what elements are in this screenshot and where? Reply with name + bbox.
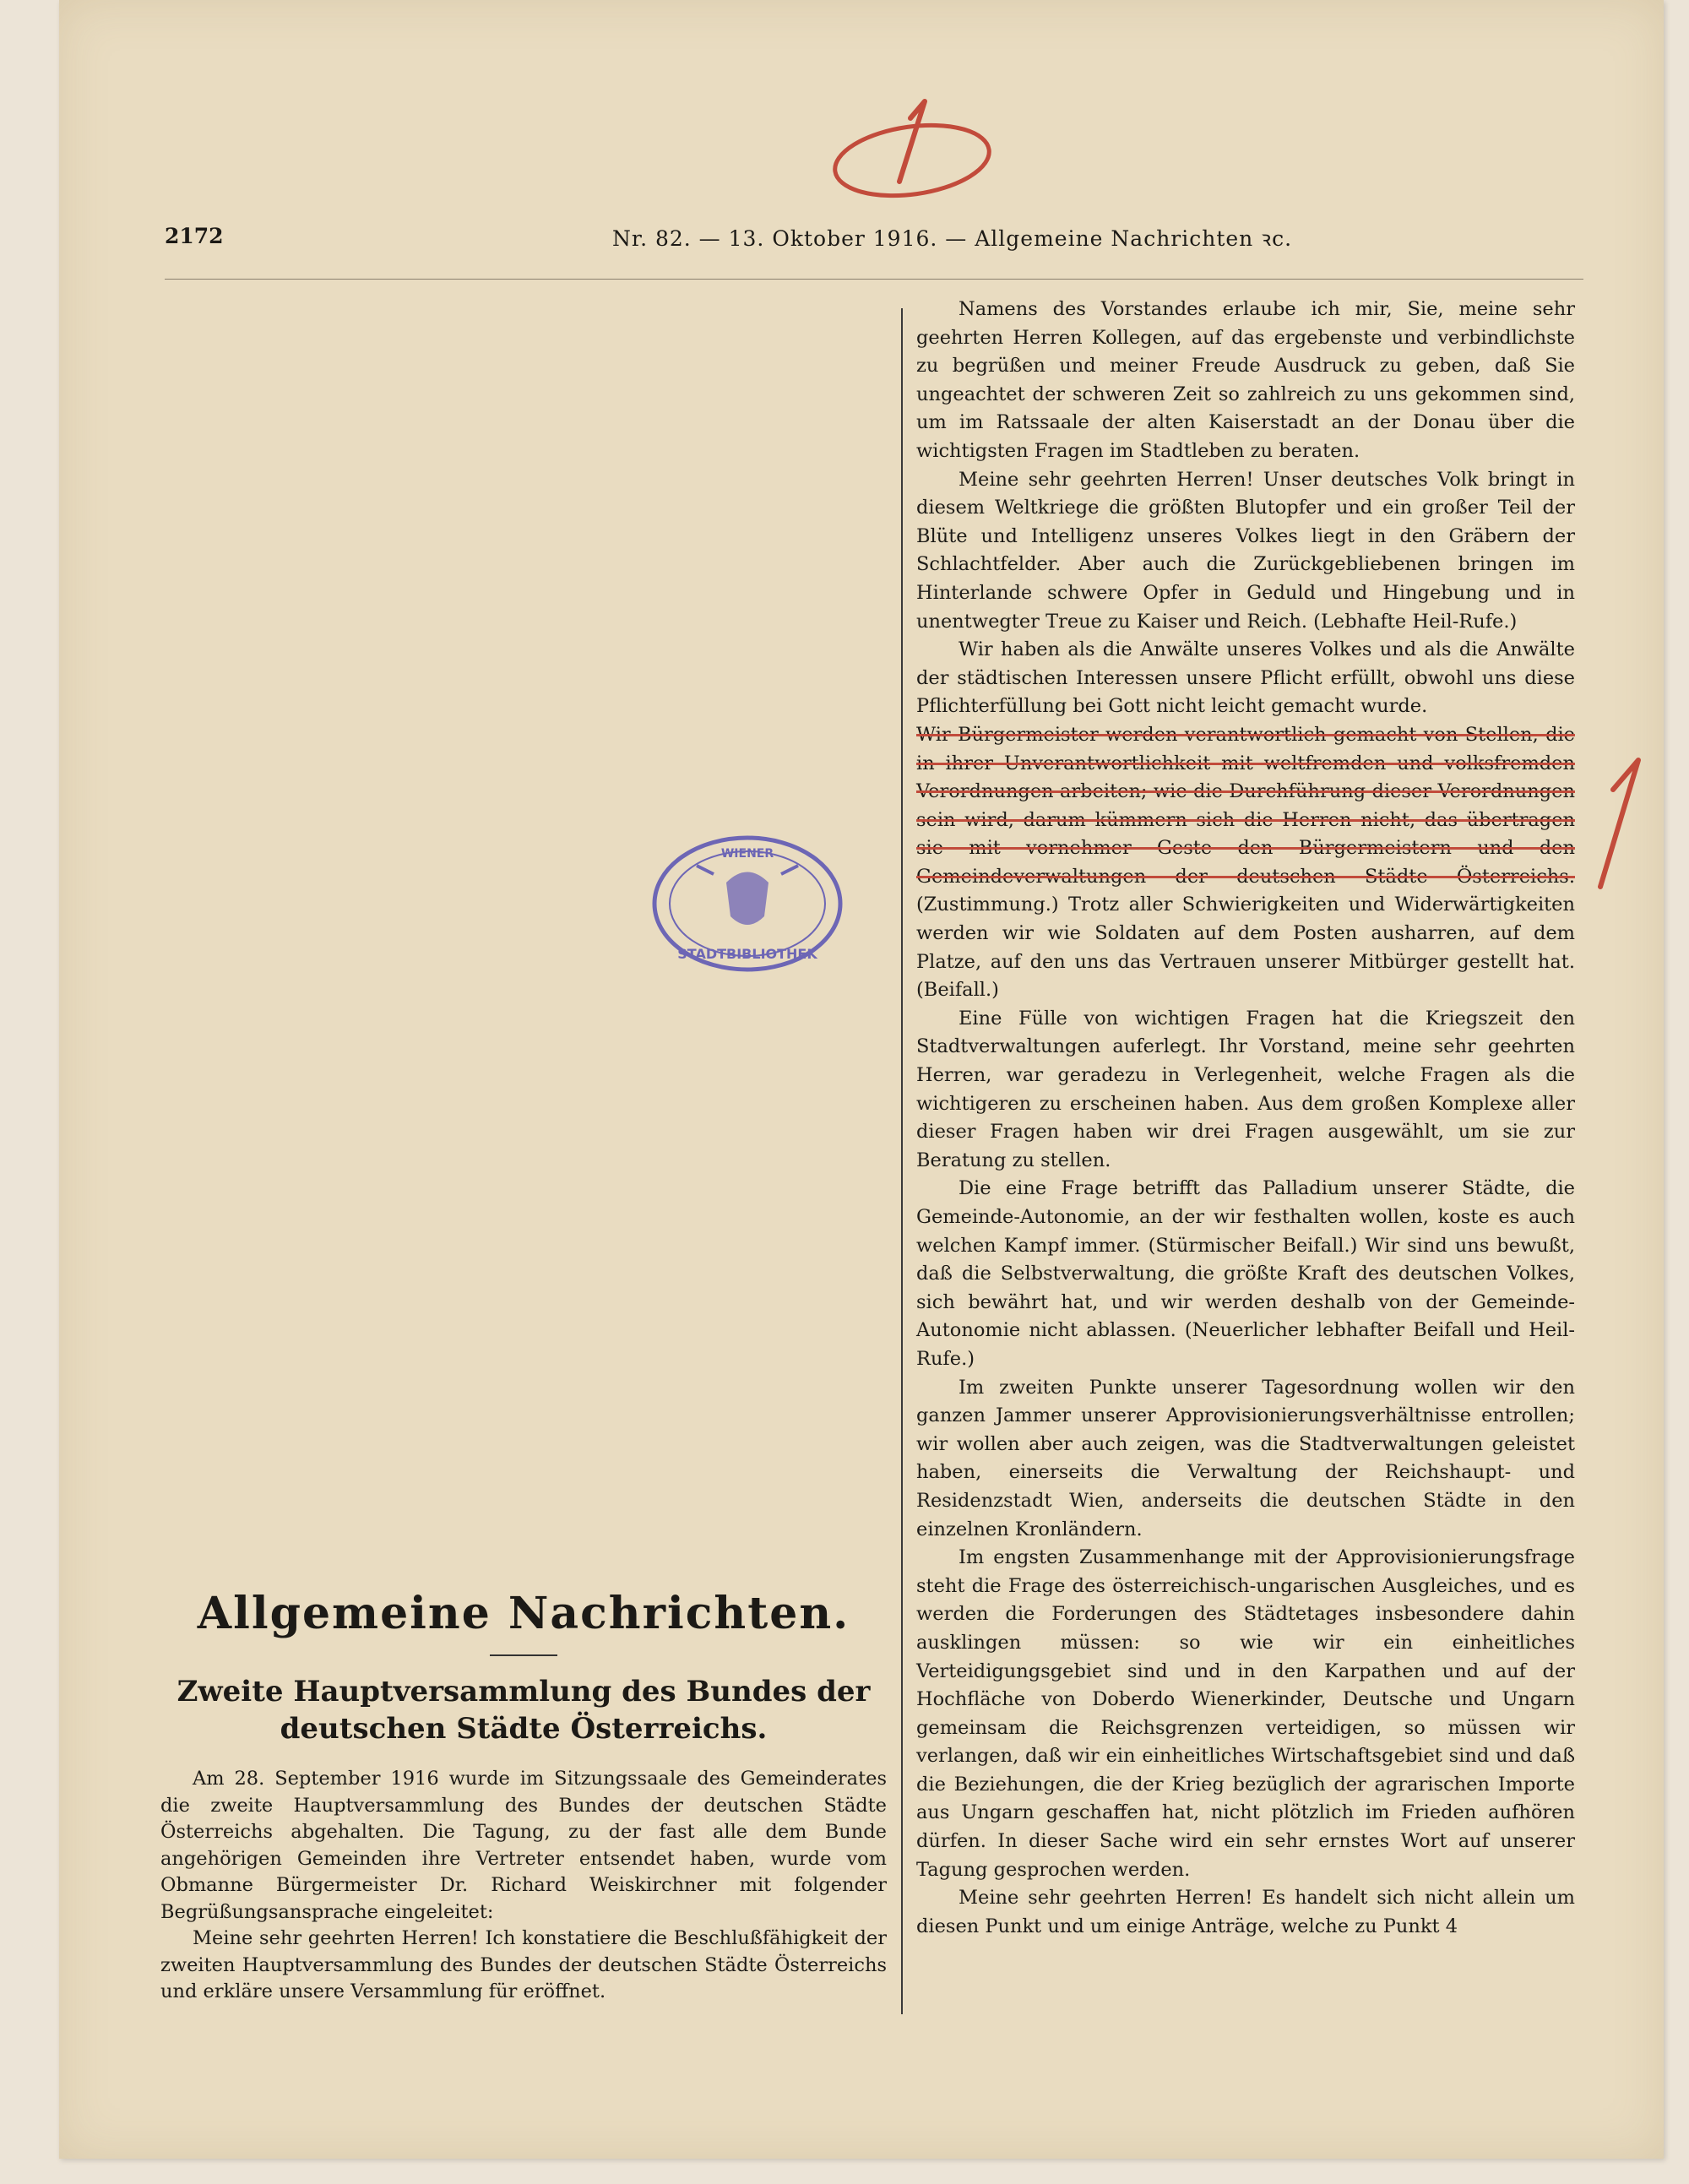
opening-statement: Meine sehr geehrten Herren! Ich konstatiere die Beschlußfähigkeit der zweiten Hauptversammlung des Bundes der deutschen Städte Österreichs und erkläre unsere Versammlung für eröffnet. bbox=[160, 1927, 887, 2002]
speech-paragraph-6: Die eine Frage betrifft das Palladium unserer Städte, die Gemeinde-Autonomie, an der wir festhalten wollen, koste es auch welchen Kampf immer. (Stürmischer Beifall.) Wir sind uns bewußt, daß die Selbstverwaltung, die größte Kraft des deutschen Volkes, sich bewährt hat, und wir werden deshalb von der Gemeinde-Autonomie nicht ablassen. (Neuerlicher lebhafter Beifall und Heil-Rufe.) bbox=[916, 1177, 1575, 1370]
page-number: 2172 bbox=[165, 224, 224, 248]
struck-passage-continuation: (Zustimmung.) Trotz aller Schwierigkeiten und Widerwärtigkeiten werden wir wie Soldaten auf dem Posten ausharren, auf dem Platze, auf den uns das Vertrauen unserer Mitbürger gestellt hat. (Beifall.) bbox=[916, 894, 1575, 1002]
header-rule bbox=[165, 279, 1583, 280]
speech-paragraph-2: Meine sehr geehrten Herren! Unser deutsches Volk bringt in diesem Weltkriege die größten Blutopfer und ein großer Teil der Blüte und Intelligenz unseres Volkes liegt in den Gräbern der Schlachtfelder. Aber auch die Zurückgebliebenen bringen im Hinterlande schwere Opfer in Geduld und Hingebung und in unentwegter Treue zu Kaiser und Reich. (Lebhafte Heil-Rufe.) bbox=[916, 468, 1575, 633]
intro-paragraph: Am 28. September 1916 wurde im Sitzungssaale des Gemeinderates die zweite Hauptversammlung des Bundes der deutschen Städte Österreichs abgehalten. Die Tagung, zu der fast alle dem Bunde angehörigen Gemeinden ihre Vertreter entsendet haben, wurde vom Obmanne Bürgermeister Dr. Richard Weiskirchner mit folgender Begrüßungsansprache eingeleitet: bbox=[160, 1768, 887, 1923]
svg-text:STADTBIBLIOTHEK: STADTBIBLIOTHEK bbox=[677, 946, 817, 962]
title-rule bbox=[490, 1654, 557, 1656]
right-column bbox=[916, 296, 1575, 1941]
struck-passage: Wir Bürgermeister werden verantwortlich gemacht von Stellen, die in ihrer Unverantwortlichkeit mit weltfremden und volksfremden Verordnungen arbeiten; wie die Durchführung dieser Verordnungen sein wird, darum kümmern sich die Herren nicht, das übertragen sie mit vornehmer Geste den Bürgermeistern und den Gemeindeverwaltungen der deutschen Städte Österreichs. bbox=[916, 723, 1575, 888]
page-header bbox=[165, 224, 1583, 258]
speech-paragraph-5: Eine Fülle von wichtigen Fragen hat die Kriegszeit den Stadtverwaltungen auferlegt. Ihr Vorstand, meine sehr geehrten Herren, war geradezu in Verlegenheit, welche Fragen als die wichtigeren zu erscheinen haben. Aus dem großen Komplexe aller dieser Fragen haben wir drei Fragen ausgewählt, um sie zur Beratung zu stellen. bbox=[916, 1007, 1575, 1171]
speech-paragraph-9: Meine sehr geehrten Herren! Es handelt sich nicht allein um diesen Punkt und um einige Anträge, welche zu Punkt 4 bbox=[916, 1887, 1575, 1937]
running-title: Nr. 82. — 13. Oktober 1916. — Allgemeine Nachrichten ꝛc. bbox=[612, 226, 1293, 251]
speech-paragraph-7: Im zweiten Punkte unserer Tagesordnung wollen wir den ganzen Jammer unserer Approvisionierungsverhältnisse entrollen; wir wollen aber auch zeigen, was die Stadtverwaltungen geleistet haben, einerseits die Verwaltung der Reichshaupt- und Residenzstadt Wien, anderseits die deutschen Städte in den einzelnen Kronländern. bbox=[916, 1376, 1575, 1540]
speech-paragraph-8: Im engsten Zusammenhange mit der Approvisionierungsfrage steht die Frage des österreichisch-ungarischen Ausgleiches, und es werden die Forderungen des Städtetages insbesondere dahin ausklingen müssen: so wie wir ein einheitliches Verteidigungsgebiet sind und in den Karpathen und auf der Hochfläche von Doberdo Wienerkinder, Deutsche und Ungarn gemeinsam die Reichsgrenzen verteidigen, so müssen wir verlangen, daß wir ein einheitliches Wirtschaftsgebiet sind und daß die Beziehungen, die der Krieg bezüglich der agrarischen Importe aus Ungarn geschaffen hat, nicht plötzlich im Frieden aufhören dürfen. In dieser Sache wird ein sehr ernstes Wort auf unserer Tagung gesprochen werden. bbox=[916, 1546, 1575, 1881]
speech-paragraph-3: Wir haben als die Anwälte unseres Volkes und als die Anwälte der städtischen Interessen unsere Pflicht erfüllt, obwohl uns diese Pflichterfüllung bei Gott nicht leicht gemacht wurde. bbox=[916, 638, 1575, 718]
speech-paragraph-1: Namens des Vorstandes erlaube ich mir, Sie, meine sehr geehrten Herren Kollegen, auf das ergebenste und verbindlichste zu begrüßen und meiner Freude Ausdruck zu geben, daß Sie ungeachtet der schweren Zeit so zahlreich zu uns gekommen sind, um im Ratssaale der alten Kaiserstadt an der Donau über die wichtigsten Fragen im Stadtleben zu beraten. bbox=[916, 298, 1575, 462]
section-title: Allgemeine Nachrichten. bbox=[197, 1588, 850, 1639]
svg-text:WIENER: WIENER bbox=[720, 847, 774, 861]
column-divider bbox=[901, 308, 903, 2014]
library-stamp bbox=[646, 832, 849, 975]
left-column bbox=[160, 1588, 887, 2006]
handwritten-page-mark bbox=[819, 80, 1005, 207]
article-heading: Zweite Hauptversammlung des Bundes der deutschen Städte Österreichs. bbox=[177, 1675, 871, 1746]
speech-paragraph-4 bbox=[916, 721, 1575, 1005]
newspaper-page bbox=[59, 0, 1664, 2159]
margin-annotation bbox=[1579, 743, 1655, 895]
